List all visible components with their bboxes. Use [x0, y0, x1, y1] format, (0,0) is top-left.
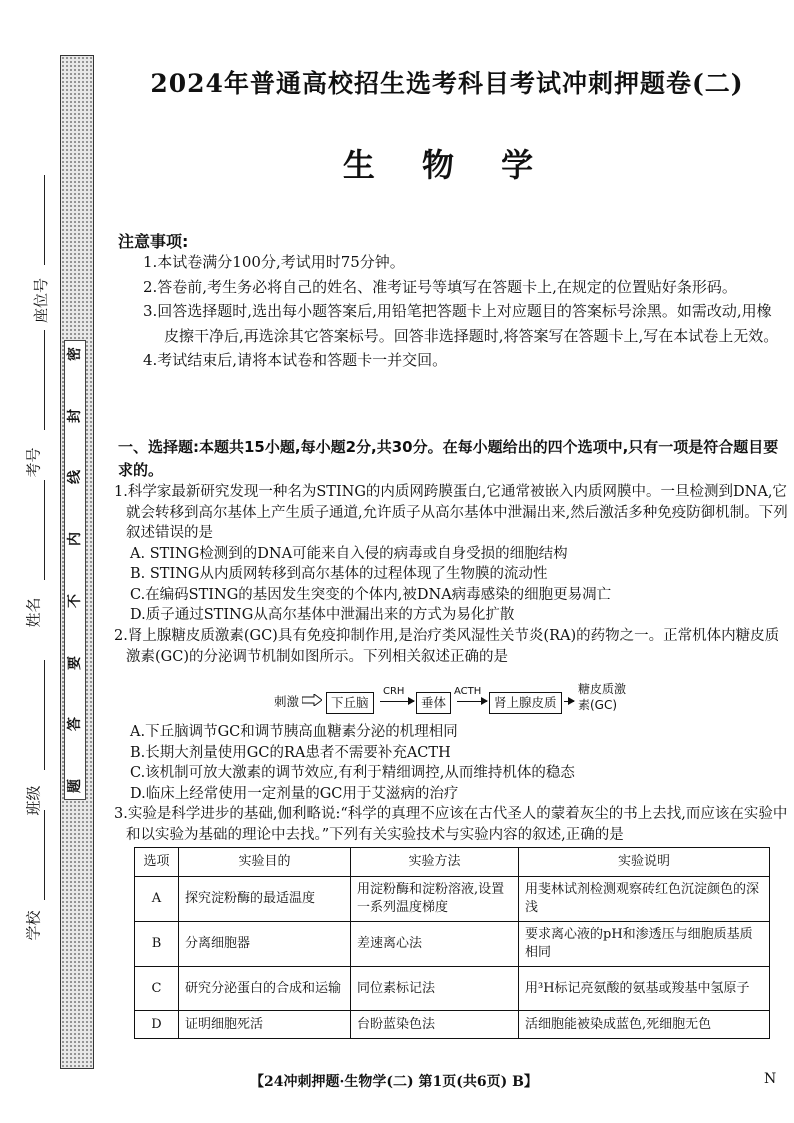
table-header: 实验方法	[351, 848, 519, 877]
experiment-table	[134, 847, 770, 1039]
table-row	[135, 967, 770, 1011]
table-cell: 研究分泌蛋白的合成和运输	[179, 967, 351, 1011]
option-a: A.下丘脑调节GC和调节胰高血糖素分泌的机理相同	[130, 724, 458, 740]
seal-char: 密	[67, 347, 83, 361]
option-a: A. STING检测到的DNA可能来自入侵的病毒或自身受损的细胞结构	[130, 545, 568, 562]
seal-char: 封	[67, 408, 83, 423]
page-footer: 【24冲刺押题·生物学(二) 第1页(共6页) B】	[250, 1074, 538, 1090]
table-cell: B	[135, 922, 179, 967]
question-stem: 1.科学家最新研究发现一种名为STING的内质网跨膜蛋白,它通常被嵌入内质网膜中。一旦检测到DNA,它就会转移到高尔基体上产生质子通道,允许质子从高尔基体中泄漏出来,然后激活多种免疫防御机制。下列叙述错误的是	[114, 484, 788, 541]
table-cell: 探究淀粉酶的最适温度	[179, 877, 351, 922]
seal-char: 题	[67, 778, 83, 793]
seal-char: 内	[67, 532, 83, 547]
table-header: 实验说明	[519, 848, 770, 877]
flow-stimulus: 刺激	[274, 694, 300, 709]
option-d: D.质子通过STING从高尔基体中泄漏出来的方式为易化扩散	[130, 607, 515, 623]
field-name-line[interactable]	[44, 480, 45, 580]
table-cell: 差速离心法	[351, 922, 519, 967]
table-cell: 用³H标记亮氨酸的氨基或羧基中氢原子	[519, 967, 770, 1011]
flow-output-2: 素(GC)	[578, 698, 618, 712]
table-cell: A	[135, 877, 179, 922]
notice-item: 3.回答选择题时,选出每小题答案后,用铅笔把答题卡上对应题目的答案标号涂黑。如需改动,用橡皮擦干净后,再选涂其它答案标号。回答非选择题时,将答案写在答题卡上,写在本试卷上无效。	[143, 302, 779, 345]
table-header: 选项	[135, 848, 179, 877]
section-heading: 一、选择题:本题共15小题,每小题2分,共30分。在每小题给出的四个选项中,只有一项是符合题目要求的。	[118, 438, 779, 479]
field-class-label: 班级	[24, 785, 43, 816]
table-row	[135, 922, 770, 967]
field-seat-line[interactable]	[44, 175, 45, 265]
seal-char: 答	[67, 717, 83, 732]
notice-item: 1.本试卷满分100分,考试用时75分钟。	[143, 253, 405, 271]
question-3	[114, 804, 790, 845]
table-row	[135, 877, 770, 922]
subject-title: 生 物 学	[342, 146, 552, 184]
field-name	[18, 597, 48, 628]
flow-node-hypothalamus: 下丘脑	[326, 692, 374, 714]
arrow-icon	[564, 701, 574, 702]
table-cell: 证明细胞死活	[179, 1011, 351, 1039]
field-exam-no-label: 考号	[24, 447, 43, 478]
option-c: C.在编码STING的基因发生突变的个体内,被DNA病毒感染的细胞更易凋亡	[130, 586, 612, 603]
field-class	[18, 785, 48, 816]
table-cell: C	[135, 967, 179, 1011]
flow-node-adrenal-cortex: 肾上腺皮质	[489, 692, 562, 714]
seal-char: 要	[67, 655, 83, 670]
table-cell: 用斐林试剂检测观察砖红色沉淀颜色的深浅	[519, 877, 770, 922]
field-seat	[18, 277, 63, 324]
notice-item: 2.答卷前,考生务必将自己的姓名、准考证号等填写在答题卡上,在规定的位置贴好条形码。	[143, 277, 737, 296]
table-cell: 分离细胞器	[179, 922, 351, 967]
flow-label-acth: ACTH	[454, 686, 482, 697]
question-stem: 3.实验是科学进步的基础,伽利略说:“科学的真理不应该在古代圣人的蒙着灰尘的书上去找,而应该在实验中和以实验为基础的理论中去找。”下列有关实验技术与实验内容的叙述,正确的是	[114, 806, 788, 843]
field-school-line[interactable]	[44, 810, 45, 900]
field-name-label: 姓名	[24, 597, 43, 628]
table-cell: 要求离心液的pH和渗透压与细胞质基质相同	[519, 922, 770, 967]
table-header-row	[135, 848, 770, 877]
notice-heading: 注意事项:	[118, 232, 189, 251]
flow-output-1: 糖皮质激	[578, 682, 627, 696]
hollow-arrow-icon	[302, 694, 322, 706]
seal-char: 线	[67, 470, 83, 485]
table-cell: D	[135, 1011, 179, 1039]
table-cell: 活细胞能被染成蓝色,死细胞无色	[519, 1011, 770, 1039]
question-2	[114, 626, 790, 667]
table-cell: 台盼蓝染色法	[351, 1011, 519, 1039]
option-d: D.临床上经常使用一定剂量的GC用于艾滋病的治疗	[130, 785, 459, 802]
field-school	[18, 910, 48, 941]
seal-line-box	[64, 340, 86, 800]
arrow-icon	[457, 701, 487, 702]
option-b: B.长期大剂量使用GC的RA患者不需要补充ACTH	[130, 744, 451, 761]
table-header: 实验目的	[179, 848, 351, 877]
notice-list	[143, 250, 783, 373]
option-b: B. STING从内质网转移到高尔基体的过程体现了生物膜的流动性	[130, 566, 548, 582]
seal-char: 不	[67, 593, 83, 608]
field-seat-label: 座位号	[32, 277, 51, 324]
question-1	[114, 482, 790, 626]
flow-label-crh: CRH	[383, 686, 405, 697]
field-exam-no-line[interactable]	[44, 330, 45, 430]
flow-node-pituitary: 垂体	[416, 692, 451, 714]
table-cell: 同位素标记法	[351, 967, 519, 1011]
table-cell: 用淀粉酶和淀粉溶液,设置一系列温度梯度	[351, 877, 519, 922]
footer-mark: N	[764, 1071, 777, 1087]
exam-title: 2024年普通高校招生选考科目考试冲刺押题卷(二)	[150, 69, 744, 98]
question-2-options	[114, 722, 790, 804]
arrow-icon	[380, 701, 414, 702]
notice-item: 4.考试结束后,请将本试卷和答题卡一并交回。	[143, 351, 448, 369]
question-stem: 2.肾上腺糖皮质激素(GC)具有免疫抑制作用,是治疗类风湿性关节炎(RA)的药物之一。正常机体内糖皮质激素(GC)的分泌调节机制如图所示。下列相关叙述正确的是	[114, 628, 780, 665]
option-c: C.该机制可放大激素的调节效应,有利于精细调控,从而维持机体的稳态	[130, 765, 575, 781]
field-school-label: 学校	[24, 910, 43, 941]
field-class-line[interactable]	[44, 660, 45, 770]
field-exam-no	[18, 447, 48, 478]
table-row	[135, 1011, 770, 1039]
